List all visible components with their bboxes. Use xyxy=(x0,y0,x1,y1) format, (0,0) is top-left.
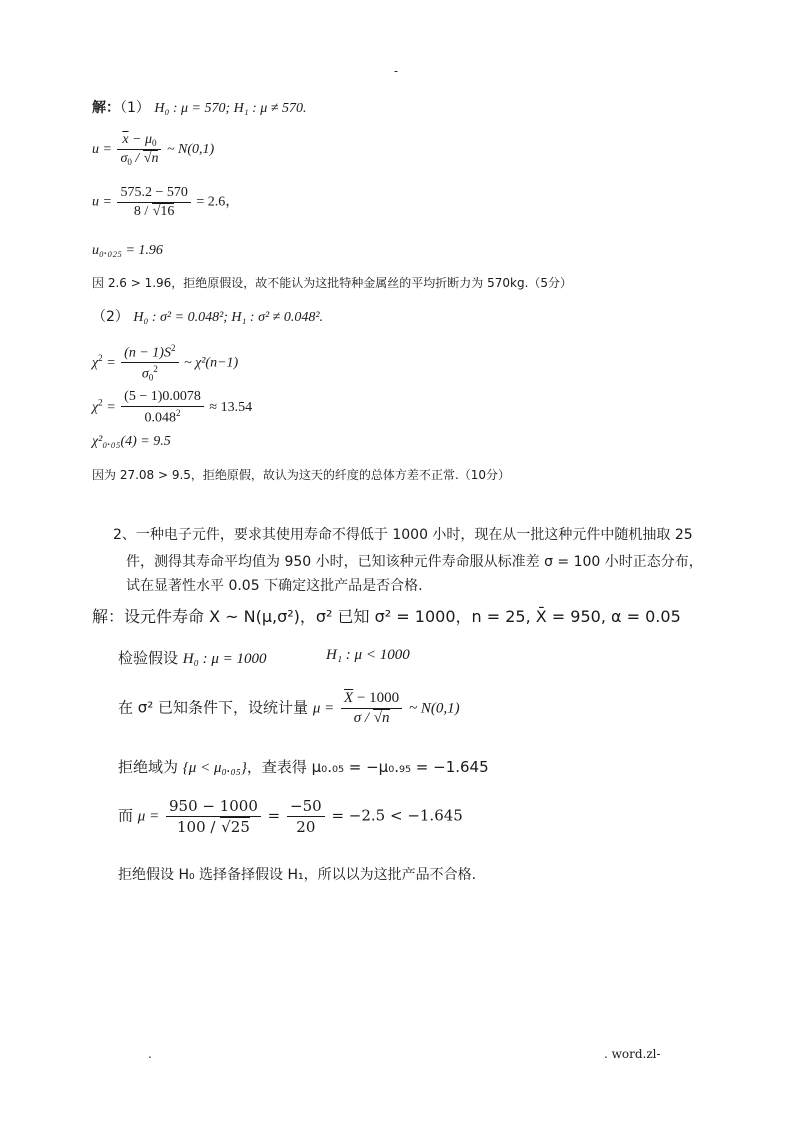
part1-number: （1） xyxy=(120,100,150,116)
problem2-solution-label: 解： xyxy=(92,607,125,626)
part2-conclusion: 因为 27.08 > 9.5，拒绝原假，故认为这天的纤度的总体方差不正常.（10分） xyxy=(92,468,511,482)
header-mark: - xyxy=(394,64,399,78)
chi-dist: ~ χ²(n−1) xyxy=(184,355,239,371)
solution-label: 解： xyxy=(92,100,120,116)
part1-hyp-text: H₀ : μ = 570; H₁ : μ ≠ 570. xyxy=(154,101,307,116)
problem2-solution-line xyxy=(92,604,681,627)
part2-number: （2） xyxy=(92,309,129,325)
reject-label: 拒绝域为 xyxy=(118,758,179,776)
result-fraction-1: $\frac{950 - 1000}{100 / √25}$ xyxy=(166,797,261,836)
chi-critical: χ²₀.₀₅(4) = 9.5 xyxy=(92,434,171,449)
result-fraction-2: $\frac{-50}{20}$ xyxy=(287,797,325,836)
problem2-line1: 2、一种电子元件，要求其使用寿命不得低于 1000 小时，现在从一批这种元件中随机抽取 25 xyxy=(113,527,693,543)
reject-line xyxy=(118,756,489,777)
problem2-solution-text: 设元件寿命 X ~ N(μ,σ²)，σ² 已知 σ² = 1000，n = 25, X̄ = 950, α = 0.05 xyxy=(124,607,681,626)
test-label: 检验假设 xyxy=(118,649,179,667)
stat-label: 在 σ² 已知条件下，设统计量 xyxy=(118,698,309,717)
and-label: 而 xyxy=(118,806,134,825)
result-line: 而 μ = $\frac{950 - 1000}{100 / √25}$ = $\frac{-50}{20}$ = −2.5 < −1.645 xyxy=(118,797,463,836)
chi-formula: $\chi^2$ = $\frac{(n - 1)S^2}{\sigma_0^2}$ ~ χ²(n−1) xyxy=(92,343,239,384)
h1-text: H₁ : μ < 1000 xyxy=(326,647,410,663)
u-formula: u = $\frac{\overline{x} - \mu_0}{\sigma_0 / √n}$ ~ N(0,1) xyxy=(92,132,215,168)
problem2-line3: 试在显著性水平 0.05 下确定这批产品是否合格. xyxy=(126,578,423,594)
final-conclusion: 拒绝假设 H₀ 选择备择假设 H₁，所以以为这批产品不合格. xyxy=(118,867,477,883)
part2-hyp-text: H₀ : σ² = 0.048²; H₁ : σ² ≠ 0.048². xyxy=(133,310,324,325)
stat-fraction: $\frac{\overline{X} - 1000}{\sigma / √n}$ xyxy=(341,690,402,727)
footer-left: . xyxy=(148,1047,152,1061)
h0-text: H₀ : μ = 1000 xyxy=(182,651,267,667)
chi-value: ≈ 13.54 xyxy=(209,399,253,415)
stat-dist: ~ N(0,1) xyxy=(408,700,460,717)
u-value-formula: u = $\frac{575.2 - 570}{8 / √16}$ = 2.6， xyxy=(92,185,240,219)
u-dist: ~ N(0,1) xyxy=(166,141,215,157)
reject-region: {μ < μ₀.₀₅} xyxy=(182,760,247,776)
result-value: = −2.5 < −1.645 xyxy=(331,806,463,825)
u-fraction: $\frac{\overline{x} - \mu_0}{\sigma_0 / √n}$ xyxy=(117,132,161,167)
u-value: = 2.6， xyxy=(196,194,240,210)
part2-hypothesis xyxy=(92,306,323,326)
chi-value-fraction: $\frac{(5 - 1)0.0078}{0.048^2}$ xyxy=(121,389,204,426)
u-value-fraction: $\frac{575.2 - 570}{8 / √16}$ xyxy=(117,185,190,220)
problem2-line2: 件，测得其寿命平均值为 950 小时，已知该种元件寿命服从标准差 σ = 100 小时正态分布， xyxy=(126,554,703,570)
u-critical: u₀.₀₂₅ = 1.96 xyxy=(92,243,163,258)
statistic-line: 在 σ² 已知条件下，设统计量 μ = $\frac{\overline{X} - 1000}{\sigma / √n}$ ~ N(0,1) xyxy=(118,690,460,726)
test-hypothesis-line xyxy=(118,647,267,668)
lookup-text: ，查表得 μ₀.₀₅ = −μ₀.₉₅ = −1.645 xyxy=(246,758,489,776)
chi-fraction: $\frac{(n - 1)S^2}{\sigma_0^2}$ xyxy=(121,343,178,383)
chi-value-formula: $\chi^2$ = $\frac{(5 - 1)0.0078}{0.048^2}$ ≈ 13.54 xyxy=(92,389,253,426)
part1-hypothesis xyxy=(92,97,307,117)
footer-right: . word.zl- xyxy=(604,1047,661,1061)
part1-conclusion: 因 2.6 > 1.96，拒绝原假设，故不能认为这批特种金属丝的平均折断力为 570kg.（5分） xyxy=(92,276,573,290)
